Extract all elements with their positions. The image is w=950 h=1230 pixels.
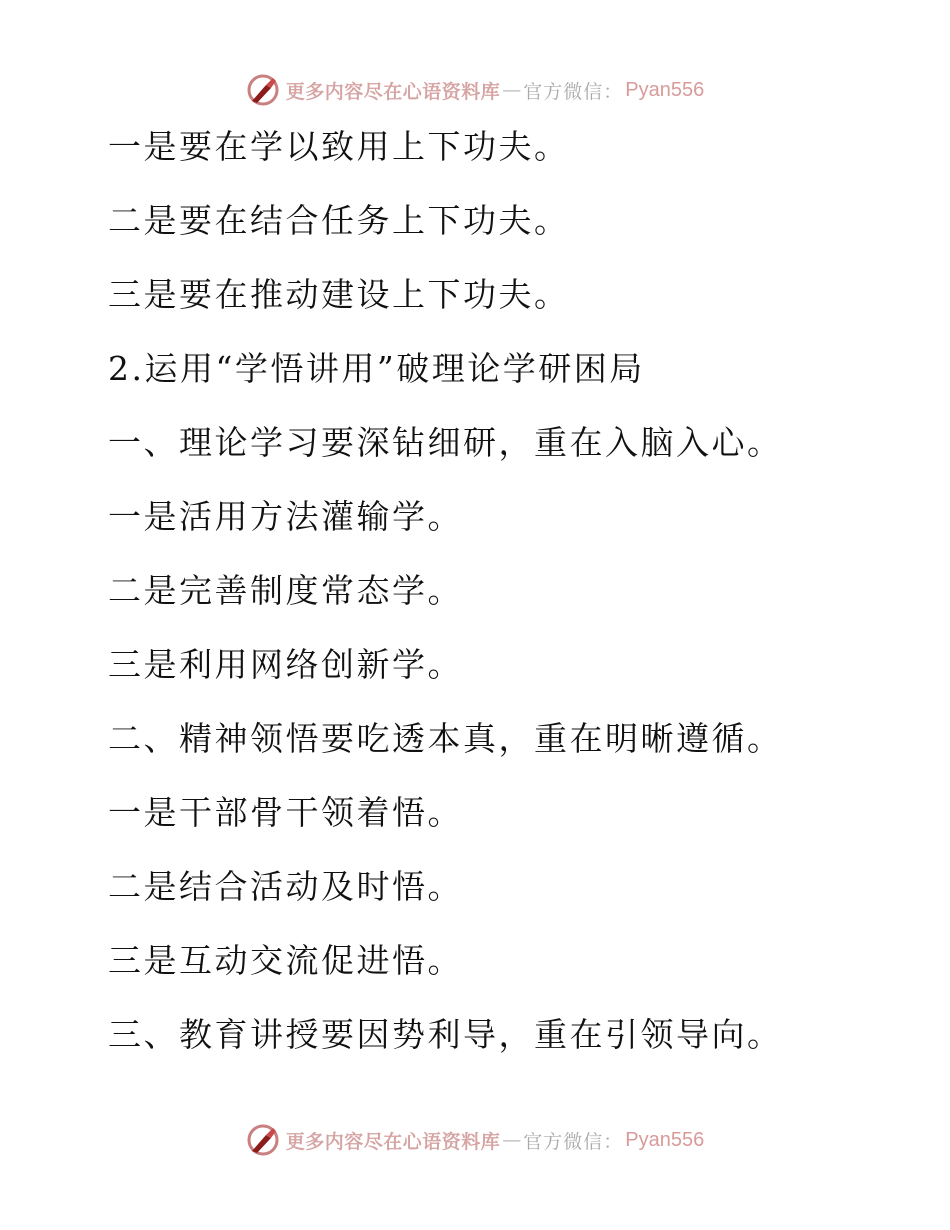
text-line: 一是活用方法灌输学。 (108, 497, 463, 536)
watermark-wechat-id: Pyan556 (625, 78, 705, 101)
text-line: 二是结合活动及时悟。 (108, 867, 463, 906)
watermark-main-text: 更多内容尽在心语资料库 (285, 1130, 501, 1153)
watermark-sub-text: 官方微信： (523, 1130, 624, 1153)
watermark-wechat-id: Pyan556 (625, 1128, 705, 1151)
watermark-sub-text: 官方微信： (523, 80, 624, 103)
header-watermark (0, 70, 950, 110)
watermark-main-text: 更多内容尽在心语资料库 (285, 80, 501, 103)
subsection-heading: 三、教育讲授要因势利导，重在引领导向。 (108, 1015, 783, 1054)
watermark-dash: — (502, 79, 522, 101)
section-heading: 2.运用“学悟讲用”破理论学研困局 (108, 349, 645, 388)
text-line: 三是要在推动建设上下功夫。 (108, 275, 570, 314)
text-line: 二是完善制度常态学。 (108, 571, 463, 610)
text-line: 三是互动交流促进悟。 (108, 941, 463, 980)
pen-logo-icon (246, 1123, 280, 1157)
pen-logo-icon (246, 73, 280, 107)
text-line: 一是要在学以致用上下功夫。 (108, 127, 570, 166)
text-line: 一是干部骨干领着悟。 (108, 793, 463, 832)
footer-watermark (0, 1120, 950, 1160)
text-line: 二是要在结合任务上下功夫。 (108, 201, 570, 240)
subsection-heading: 二、精神领悟要吃透本真，重在明晰遵循。 (108, 719, 783, 758)
watermark-dash: — (502, 1129, 522, 1151)
document-body (108, 120, 908, 1082)
text-line: 三是利用网络创新学。 (108, 645, 463, 684)
subsection-heading: 一、理论学习要深钻细研，重在入脑入心。 (108, 423, 783, 462)
